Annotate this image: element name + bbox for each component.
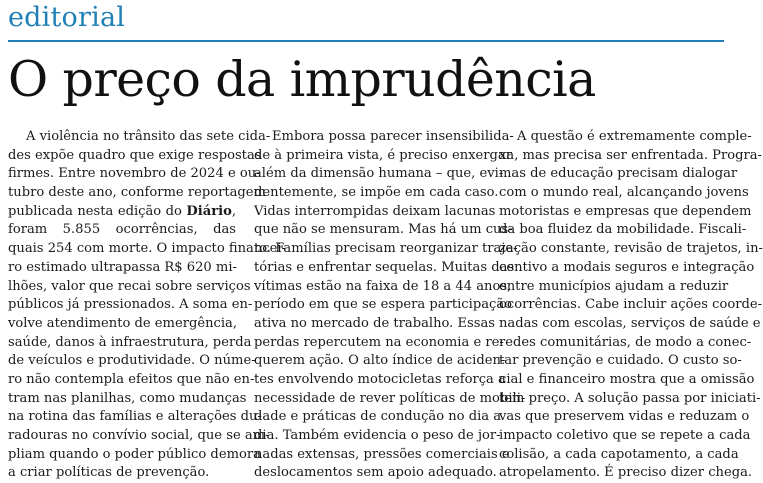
text-line: saúde, danos à infraestrutura, perda: [8, 334, 252, 350]
text-line: motoristas e empresas que dependem: [499, 203, 752, 219]
text-line: perdas repercutem na economia e re-: [254, 334, 504, 350]
text-fragment: ,: [231, 203, 236, 219]
text-line: de veículos e produtividade. O núme-: [8, 353, 256, 369]
text-line: além da dimensão humana – que, evi-: [254, 166, 504, 182]
text-line: de à primeira vista, é preciso enxergar: [254, 147, 512, 163]
text-line: Embora possa parecer insensibilida-: [272, 129, 514, 144]
text-line: Vidas interrompidas deixam lacunas: [254, 203, 496, 219]
text-line: necessidade de rever políticas de mobili-: [254, 390, 526, 406]
text-line: querem ação. O alto índice de aciden-: [254, 353, 506, 369]
text-line: públicos já pressionados. A soma en-: [8, 297, 253, 313]
text-line: entre municípios ajudam a reduzir: [499, 278, 729, 294]
text-line: vas que preservem vidas e reduzam o: [499, 409, 750, 425]
text-line: período em que se espera participação: [254, 297, 513, 313]
text-line: radouras no convívio social, que se am-: [8, 428, 270, 443]
text-line: A violência no trânsito das sete cida-: [26, 129, 271, 144]
text-line: quais 254 com morte. O impacto financei-: [8, 241, 286, 257]
text-line: tar prevenção e cuidado. O custo so-: [499, 353, 742, 369]
text-line: ro não contempla efeitos que não en-: [8, 371, 255, 387]
text-line: tórias e enfrentar sequelas. Muitas das: [254, 259, 515, 275]
section-divider: [8, 40, 724, 42]
text-line: dade e práticas de condução no dia a: [254, 409, 502, 425]
headline: O preço da imprudência: [8, 51, 596, 108]
text-line: des expõe quadro que exige respostas: [8, 147, 262, 163]
article-column-1: [8, 128, 286, 483]
text-line: foram 5.855 ocorrências, das: [8, 222, 236, 238]
text-line: nadas com escolas, serviços de saúde e: [499, 315, 761, 331]
newspaper-name: Diário: [186, 203, 232, 219]
text-line: deslocamentos sem apoio adequado.: [254, 465, 497, 481]
text-line: nadas extensas, pressões comerciais e: [254, 446, 510, 462]
text-line: volve atendimento de emergência,: [8, 315, 238, 331]
text-line: centivo a modais seguros e integração: [499, 259, 755, 275]
text-line: tubro deste ano, conforme reportagem: [8, 185, 266, 201]
article-column-3: [499, 128, 763, 483]
text-line: to. Famílias precisam reorganizar traje-: [254, 241, 518, 257]
text-line: mas de educação precisam dialogar: [499, 166, 738, 182]
text-line: ocorrências. Cabe incluir ações coorde-: [499, 297, 763, 313]
text-line: atropelamento. É preciso dizer chega.: [499, 465, 753, 481]
text-line: [8, 203, 236, 222]
text-line: impacto coletivo que se repete a cada: [499, 428, 751, 443]
text-line: redes comunitárias, de modo a conec-: [499, 334, 752, 350]
text-line: dia. Também evidencia o peso de jor-: [254, 428, 501, 443]
text-line: tram nas planilhas, como mudanças: [8, 390, 247, 406]
text-line: colisão, a cada capotamento, a cada: [499, 446, 739, 462]
text-line: lhões, valor que recai sobre serviços: [8, 278, 251, 294]
text-line: pliam quando o poder público demora: [8, 446, 261, 462]
text-line: na rotina das famílias e alterações du-: [8, 409, 262, 425]
text-line: ativa no mercado de trabalho. Essas: [254, 315, 496, 331]
article-column-2: [254, 128, 526, 483]
text-line: a criar políticas de prevenção.: [8, 465, 210, 481]
text-line: cial e financeiro mostra que a omissão: [499, 371, 755, 387]
text-line: com o mundo real, alcançando jovens: [499, 185, 749, 201]
text-fragment: publicada nesta edição do: [8, 203, 182, 219]
text-line: A questão é extremamente comple-: [517, 129, 752, 144]
text-line: tem preço. A solução passa por iniciati-: [499, 390, 761, 406]
text-line: xa, mas precisa ser enfrentada. Progra-: [499, 147, 762, 163]
section-label: editorial: [8, 2, 126, 33]
text-line: ro estimado ultrapassa R$ 620 mi-: [8, 259, 237, 275]
text-line: vítimas estão na faixa de 18 a 44 anos,: [254, 278, 512, 294]
text-line: que não se mensuram. Mas há um cus-: [254, 222, 513, 238]
text-line: tes envolvendo motocicletas reforça a: [254, 371, 506, 387]
text-line: zação constante, revisão de trajetos, in-: [499, 241, 763, 257]
text-line: firmes. Entre novembro de 2024 e ou-: [8, 166, 261, 182]
text-line: da boa fluidez da mobilidade. Fiscali-: [499, 222, 747, 238]
text-line: dentemente, se impõe em cada caso.: [254, 185, 499, 201]
